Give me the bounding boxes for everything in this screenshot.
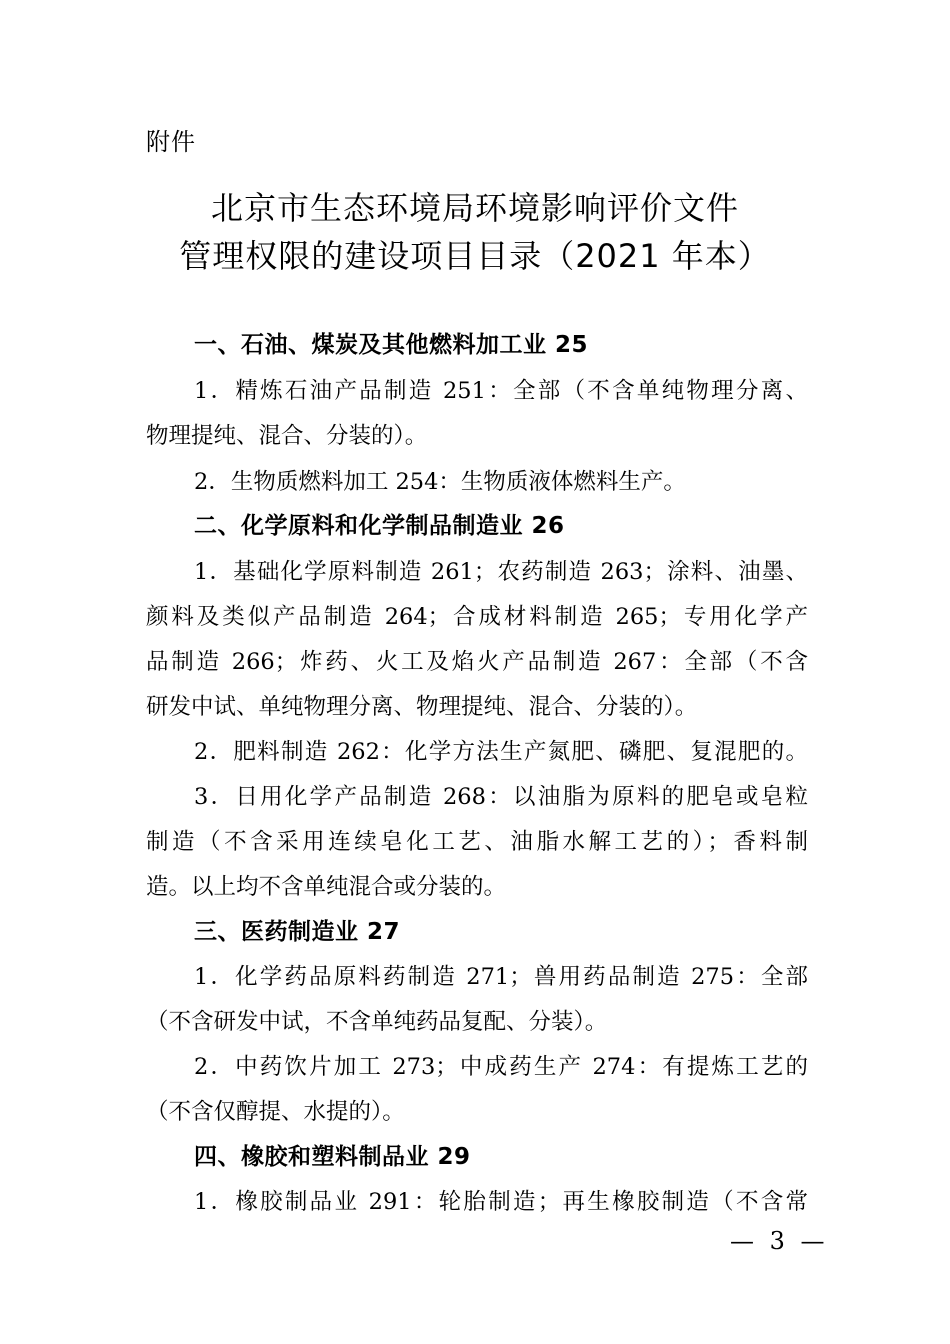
section-2-item-3-line-3: 造。以上均不含单纯混合或分装的。 bbox=[146, 874, 507, 900]
section-heading-2: 二、化学原料和化学制品制造业 26 bbox=[194, 513, 565, 539]
page-number: — 3 — bbox=[730, 1227, 829, 1255]
section-heading-4: 四、橡胶和塑料制品业 29 bbox=[194, 1144, 471, 1170]
document-title-line-2: 管理权限的建设项目目录（2021 年本） bbox=[179, 237, 771, 275]
section-1-item-2-line-1: 2．生物质燃料加工 254：生物质液体燃料生产。 bbox=[194, 469, 686, 495]
section-2-item-1-line-1: 1．基础化学原料制造 261；农药制造 263；涂料、油墨、 bbox=[194, 559, 808, 585]
section-1-item-1-line-2: 物理提纯、混合、分装的）。 bbox=[146, 423, 428, 449]
section-3-item-2-line-2: （不含仅醇提、水提的）。 bbox=[146, 1099, 405, 1125]
section-heading-3: 三、医药制造业 27 bbox=[194, 919, 401, 945]
section-2-item-3-line-2: 制造（不含采用连续皂化工艺、油脂水解工艺的）；香料制 bbox=[146, 829, 808, 855]
section-2-item-1-line-4: 研发中试、单纯物理分离、物理提纯、混合、分装的）。 bbox=[146, 694, 698, 720]
section-2-item-1-line-3: 品制造 266；炸药、火工及焰火产品制造 267：全部（不含 bbox=[146, 649, 808, 675]
section-2-item-1-line-2: 颜料及类似产品制造 264；合成材料制造 265；专用化学产 bbox=[146, 604, 808, 630]
section-heading-1: 一、石油、煤炭及其他燃料加工业 25 bbox=[194, 332, 589, 358]
section-3-item-1-line-1: 1．化学药品原料药制造 271；兽用药品制造 275：全部 bbox=[194, 964, 808, 990]
section-3-item-1-line-2: （不含研发中试，不含单纯药品复配、分装）。 bbox=[146, 1009, 608, 1035]
section-2-item-2-line-1: 2．肥料制造 262：化学方法生产氮肥、磷肥、复混肥的。 bbox=[194, 739, 808, 765]
section-4-item-1-line-1: 1．橡胶制品业 291：轮胎制造；再生橡胶制造（不含常 bbox=[194, 1189, 808, 1215]
section-2-item-3-line-1: 3．日用化学产品制造 268：以油脂为原料的肥皂或皂粒 bbox=[194, 784, 808, 810]
document-title-line-1: 北京市生态环境局环境影响评价文件 bbox=[210, 189, 739, 227]
section-3-item-2-line-1: 2．中药饮片加工 273；中成药生产 274：有提炼工艺的 bbox=[194, 1054, 808, 1080]
attachment-label: 附件 bbox=[146, 128, 196, 156]
section-1-item-1-line-1: 1．精炼石油产品制造 251：全部（不含单纯物理分离、 bbox=[194, 378, 808, 404]
